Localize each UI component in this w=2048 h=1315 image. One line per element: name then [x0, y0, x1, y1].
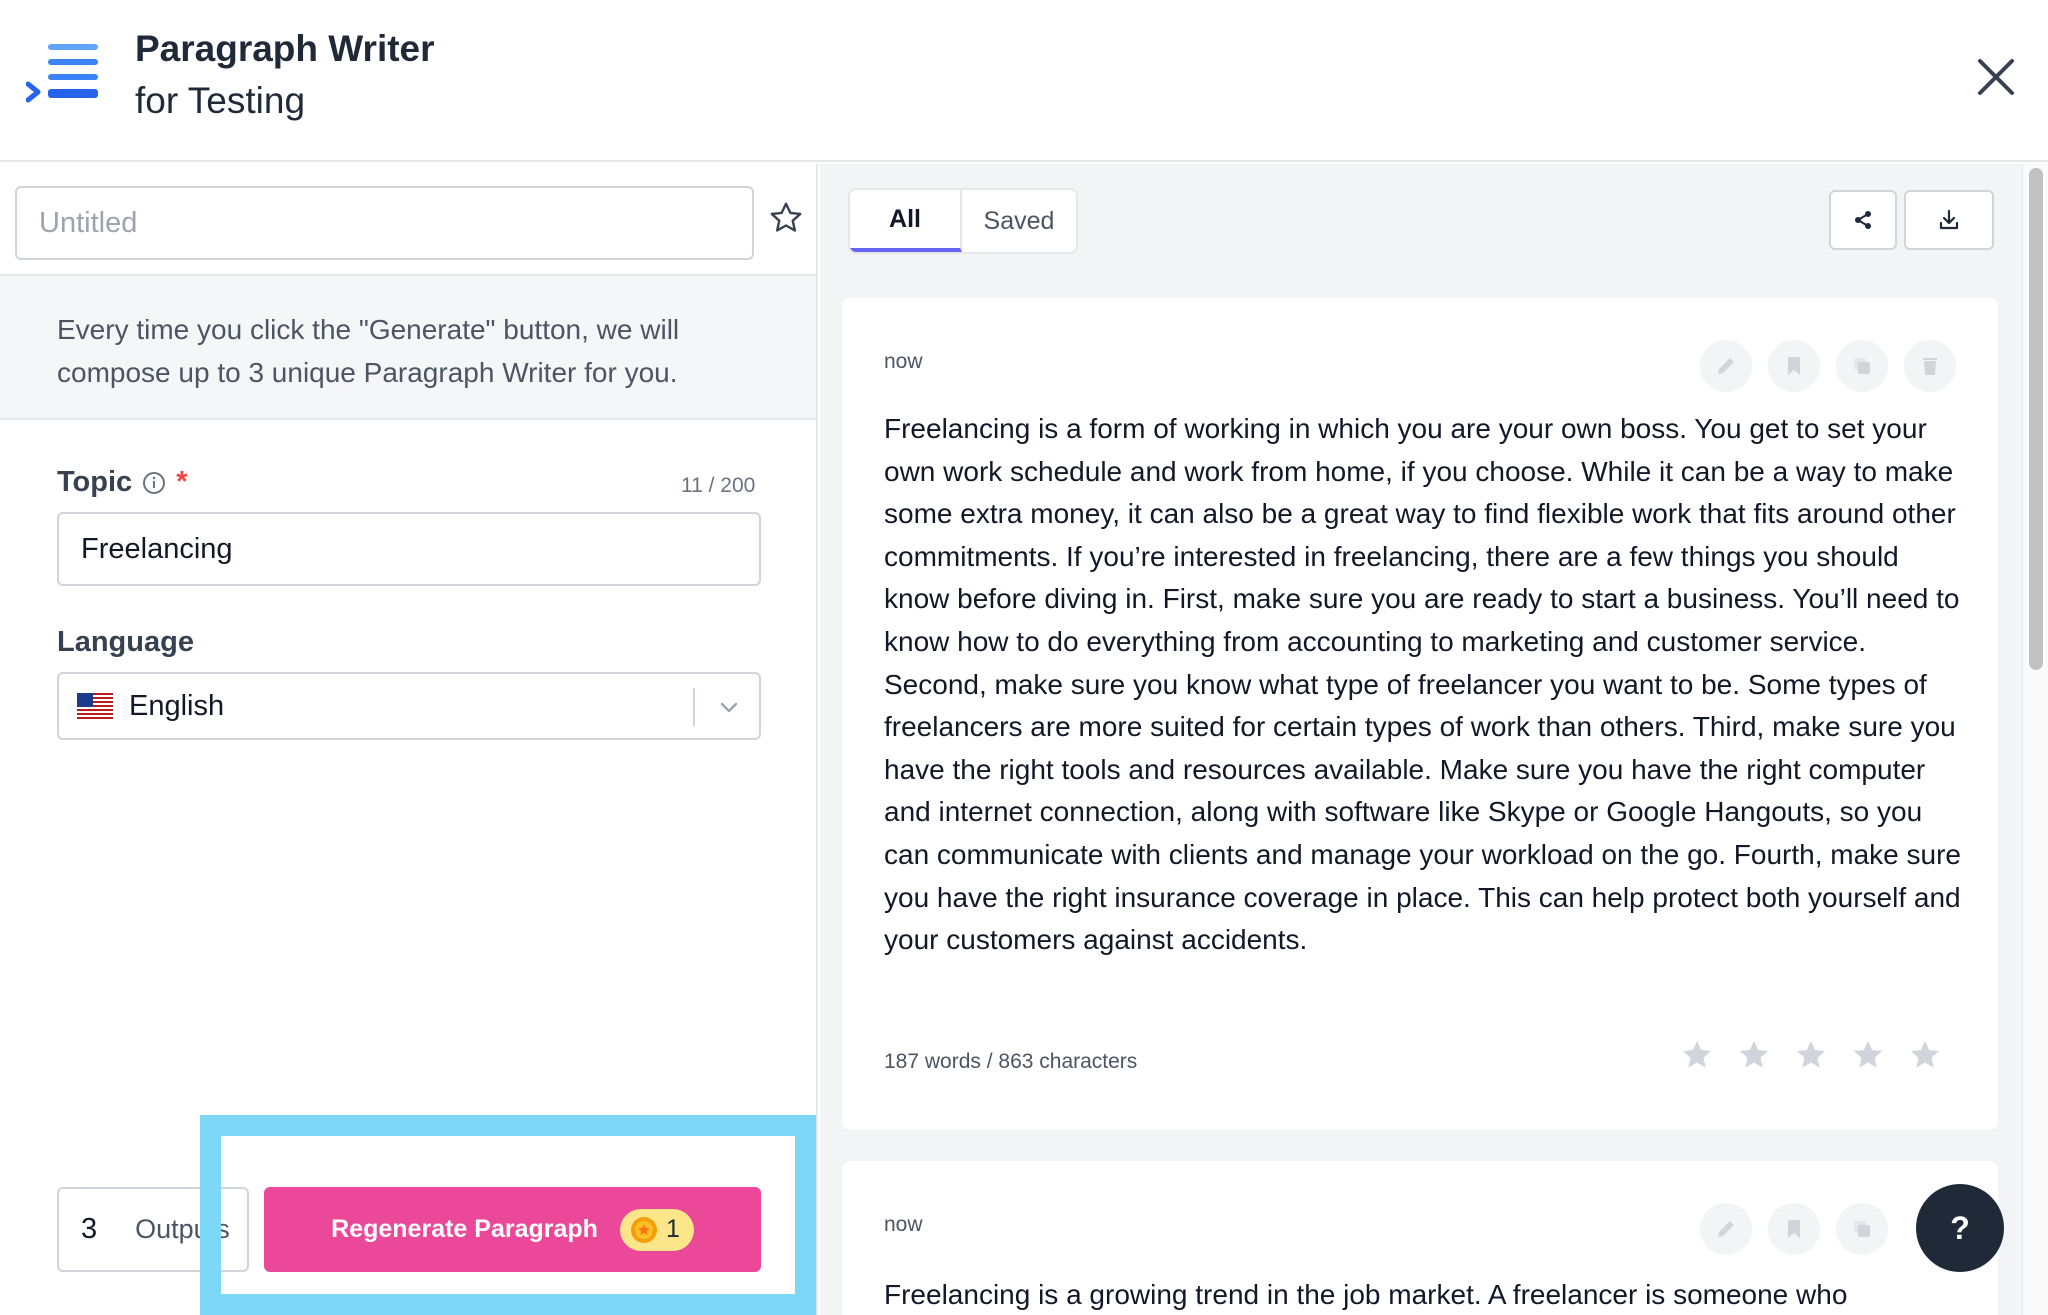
credit-cost-badge [620, 1209, 694, 1251]
rating-star-icon[interactable] [1680, 1038, 1714, 1072]
regenerate-button-label: Regenerate Paragraph [331, 1215, 598, 1243]
app-title: Paragraph Writer [135, 28, 435, 69]
result-stats: 187 words / 863 characters [884, 1050, 1138, 1073]
edit-button[interactable] [1700, 340, 1752, 392]
language-value: English [129, 689, 225, 722]
credit-cost: 1 [665, 1215, 680, 1243]
language-select[interactable] [57, 672, 761, 740]
delete-button[interactable] [1904, 340, 1956, 392]
topic-label [57, 466, 187, 499]
coin-icon [630, 1216, 658, 1244]
result-actions [1700, 340, 1956, 392]
share-button[interactable] [1829, 190, 1897, 250]
download-button[interactable] [1904, 190, 1994, 250]
result-timestamp: now [884, 350, 923, 373]
required-mark: * [176, 466, 188, 498]
select-divider [693, 688, 695, 726]
result-text[interactable]: Freelancing is a form of working in which you are your own boss. You get to set your own work schedule and work from home, if you choose. While it can be a way to make some extra money, it can also be a great way to find flexible work that fits around other commitments. If you’re interested in freelancing, there are a few things you should know before diving in. First, make sure you are ready to start a business. You’ll need to know how to do everything from accounting to marketing and customer service. Second, make sure you know what type of freelancer you want to be. Some types of freelancers are more suited for certain types of work than others. Third, make sure you have the right tools and resources available. Make sure you have the right computer and internet connection, along with software like Skype or Google Hangouts, so you can communicate with clients and manage your workload on the go. Fourth, make sure you have the right insurance coverage in place. This can help protect both yourself and your customers against accidents. [884, 413, 1962, 956]
help-button[interactable]: ? [1916, 1184, 2004, 1272]
rating-star-icon[interactable] [1851, 1038, 1885, 1072]
outputs-label: Outputs [135, 1214, 230, 1244]
rating-star-icon[interactable] [1908, 1038, 1942, 1072]
copy-button[interactable] [1836, 340, 1888, 392]
input-panel [0, 164, 818, 1315]
share-icon [1852, 209, 1874, 231]
scrollbar[interactable] [2022, 164, 2048, 1315]
topic-input[interactable]: Freelancing [57, 512, 761, 586]
result-text[interactable]: Freelancing is a growing trend in the job market. A freelancer is someone who [884, 1279, 1848, 1310]
app-logo-icon [26, 40, 104, 112]
star-outline-icon[interactable] [768, 200, 804, 236]
edit-icon [1714, 354, 1738, 378]
edit-icon [1714, 1217, 1738, 1241]
bookmark-icon [1782, 354, 1806, 378]
results-tabs [848, 188, 1078, 254]
result-card [842, 1161, 1998, 1315]
close-icon[interactable] [1975, 56, 2017, 98]
tab-all[interactable]: All [850, 190, 962, 252]
outputs-count-input[interactable] [57, 1187, 249, 1272]
regenerate-button[interactable] [264, 1187, 761, 1272]
app-header [0, 0, 2048, 162]
download-icon [1937, 208, 1961, 232]
bookmark-icon [1782, 1217, 1806, 1241]
document-name-input[interactable]: Untitled [15, 186, 754, 260]
info-text: Every time you click the "Generate" button, we will compose up to 3 unique Paragraph Writer for you. [0, 274, 816, 420]
result-card [842, 298, 1998, 1130]
info-icon[interactable] [142, 471, 166, 495]
trash-icon [1918, 354, 1942, 378]
topic-label-text: Topic [57, 466, 133, 498]
app-subtitle: for Testing [135, 80, 306, 121]
chevron-down-icon[interactable] [716, 694, 742, 720]
result-timestamp: now [884, 1213, 923, 1236]
bookmark-button[interactable] [1768, 1203, 1820, 1255]
copy-button[interactable] [1836, 1203, 1888, 1255]
copy-icon [1850, 354, 1874, 378]
outputs-value: 3 [81, 1213, 98, 1245]
rating-stars [1680, 1038, 1942, 1072]
copy-icon [1850, 1217, 1874, 1241]
result-actions [1700, 1203, 1888, 1255]
us-flag-icon [77, 693, 113, 719]
tab-saved[interactable]: Saved [983, 206, 1055, 235]
rating-star-icon[interactable] [1794, 1038, 1828, 1072]
scrollbar-thumb[interactable] [2029, 168, 2043, 670]
edit-button[interactable] [1700, 1203, 1752, 1255]
language-label: Language [57, 626, 194, 658]
results-panel [820, 164, 2022, 1315]
bookmark-button[interactable] [1768, 340, 1820, 392]
topic-char-counter: 11 / 200 [681, 474, 756, 497]
rating-star-icon[interactable] [1737, 1038, 1771, 1072]
